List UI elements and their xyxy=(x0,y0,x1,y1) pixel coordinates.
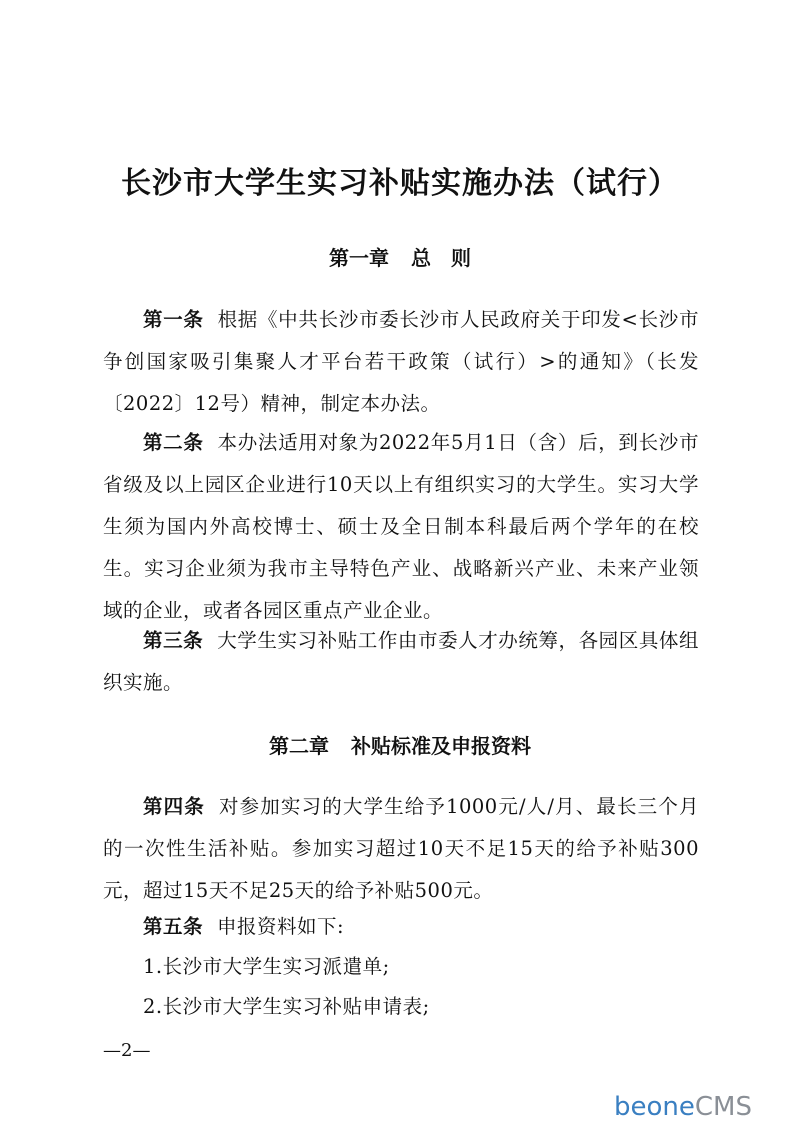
article-3-text: 大学生实习补贴工作由市委人才办统筹，各园区具体组织实施。 xyxy=(103,629,699,694)
article-3-label: 第三条 xyxy=(143,629,204,652)
article-2 xyxy=(103,422,699,632)
list-item-1: 1.长沙市大学生实习派遣单; xyxy=(143,955,390,978)
watermark-logo-part2: CMS xyxy=(694,1092,752,1122)
article-5-label: 第五条 xyxy=(143,915,204,938)
article-5 xyxy=(103,906,699,948)
chapter-1-name: 总 则 xyxy=(411,246,471,270)
article-2-text: 本办法适用对象为2022年5月1日（含）后，到长沙市省级及以上园区企业进行10天以上有组织实习的大学生。实习大学生须为国内外高校博士、硕士及全日制本科最后两个学年的在校生。实习企业须为我市主导特色产业、战略新兴产业、未来产业领域的企业，或者各园区重点产业企业。 xyxy=(103,431,699,622)
watermark-logo-part1: beone xyxy=(614,1092,695,1122)
article-4-text: 对参加实习的大学生给予1000元/人/月、最长三个月的一次性生活补贴。参加实习超过10天不足15天的给予补贴300元，超过15天不足25天的给予补贴500元。 xyxy=(103,795,699,902)
chapter-2-heading xyxy=(0,730,800,759)
article-3 xyxy=(103,620,699,704)
watermark-logo xyxy=(614,1092,752,1122)
chapter-2-name: 补贴标准及申报资料 xyxy=(351,734,531,758)
article-1-text: 根据《中共长沙市委长沙市人民政府关于印发<长沙市争创国家吸引集聚人才平台若干政策（试行）>的通知》（长发〔2022〕12号）精神，制定本办法。 xyxy=(103,308,699,415)
article-2-label: 第二条 xyxy=(143,431,204,454)
chapter-1-label: 第一章 xyxy=(329,246,389,270)
list-item-2: 2.长沙市大学生实习补贴申请表; xyxy=(143,995,430,1018)
article-5-text: 申报资料如下: xyxy=(217,915,345,938)
article-1 xyxy=(103,299,699,425)
page-number: —2— xyxy=(103,1040,151,1061)
chapter-2-label: 第二章 xyxy=(269,734,329,758)
document-title: 长沙市大学生实习补贴实施办法（试行） xyxy=(121,166,679,201)
chapter-1-heading xyxy=(0,242,800,271)
article-4-label: 第四条 xyxy=(143,795,205,818)
article-4 xyxy=(103,786,699,912)
article-1-label: 第一条 xyxy=(143,308,204,331)
